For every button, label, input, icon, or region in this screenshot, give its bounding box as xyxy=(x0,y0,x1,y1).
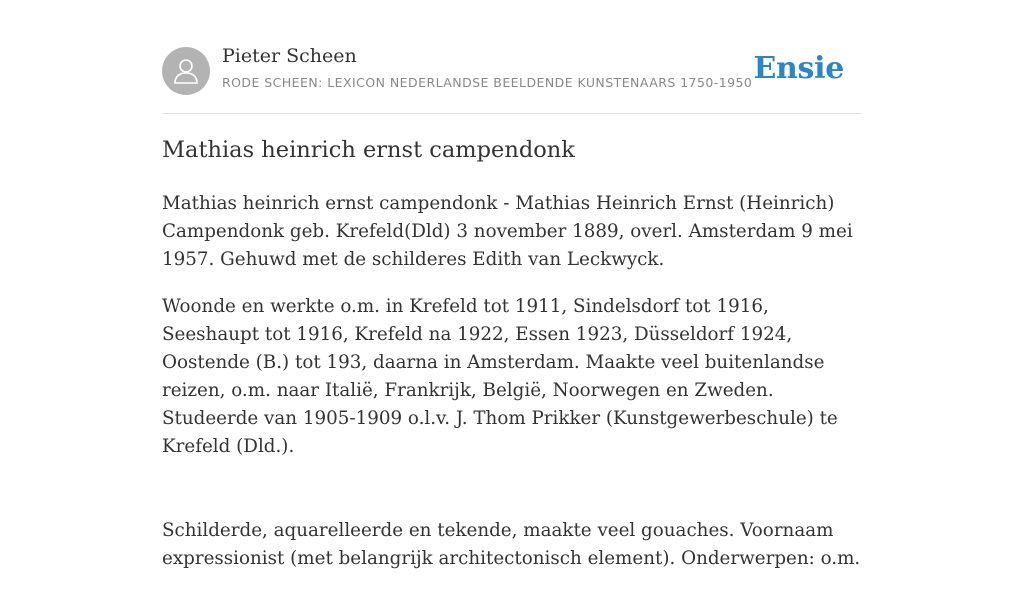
paragraph: Woonde en werkte o.m. in Krefeld tot 1911, Sindelsdorf tot 1916, Seeshaupt tot 1916, Krefeld na 1922, Essen 1923, Düsseldorf 1924, Oostende (B.) tot 193, daarna in Amsterdam. Maakte veel buitenlandse reizen, o.m. naar Italië, Frankrijk, België, Noorwegen en Zweden. Studeerde van 1905-1909 o.l.v. J. Thom Prikker (Kunstgewerbeschule) te Krefeld (Dld.). xyxy=(162,296,838,457)
author-name[interactable]: Pieter Scheen xyxy=(222,45,357,67)
avatar[interactable] xyxy=(162,47,210,95)
article-header xyxy=(162,0,862,114)
paragraph: Schilderde, aquarelleerde en tekende, maakte veel gouaches. Voornaam expressionist (met belangrijk architectonisch element). Onderwerpen: o.m. xyxy=(162,520,861,569)
paragraph: Mathias heinrich ernst campendonk - Mathias Heinrich Ernst (Heinrich) Campendonk geb. Krefeld(Dld) 3 november 1889, overl. Amsterdam 9 mei 1957. Gehuwd met de schilderes Edith van Leckwyck. xyxy=(162,193,853,270)
source-label[interactable]: RODE SCHEEN: LEXICON NEDERLANDSE BEELDENDE KUNSTENAARS 1750-1950 xyxy=(222,75,753,90)
article-body xyxy=(162,190,867,592)
article-page xyxy=(162,0,862,569)
user-icon xyxy=(171,56,201,86)
brand-logo[interactable]: Ensie xyxy=(753,51,844,86)
page-title: Mathias heinrich ernst campendonk xyxy=(162,137,575,163)
paragraph-gap xyxy=(162,480,867,517)
